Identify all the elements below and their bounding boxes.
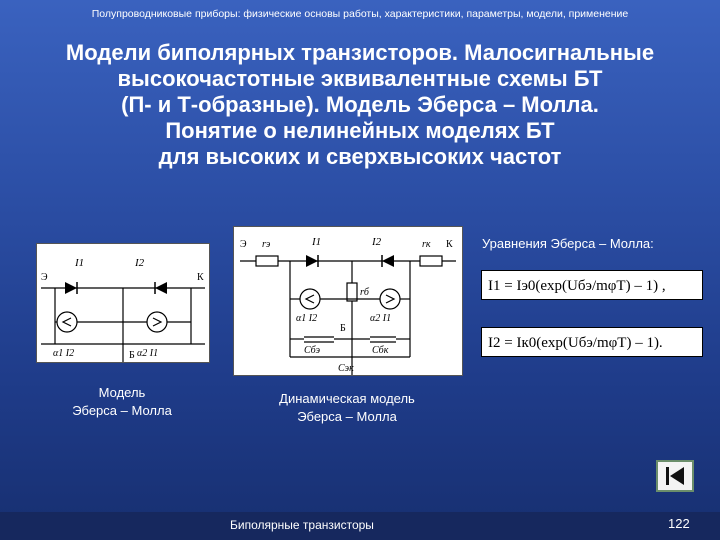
terminal-e-label: Э (41, 272, 48, 283)
dyn-terminal-k-label: К (446, 239, 453, 250)
ebers-moll-circuit (37, 244, 209, 362)
dyn-source-left-label: α1 I2 (296, 313, 318, 324)
r-b-label: rб (360, 287, 369, 298)
terminal-k-label: К (197, 272, 204, 283)
dyn-source-right-label: α2 I1 (370, 313, 392, 324)
slide-title (10, 40, 710, 170)
ebers-moll-caption (36, 384, 208, 420)
dynamic-model-caption (233, 390, 461, 426)
dynamic-model-diagram (233, 226, 463, 376)
source-right-label: α2 I1 (137, 348, 159, 359)
dyn-terminal-e-label: Э (240, 239, 247, 250)
source-left-label: α1 I2 (53, 348, 75, 359)
dyn-terminal-b-label: Б (340, 323, 346, 334)
ebers-moll-diagram (36, 243, 210, 363)
dynamic-model-caption-line-1: Динамическая модель (279, 391, 415, 406)
dyn-current-1-label: I1 (312, 236, 322, 248)
header-text: Полупроводниковые приборы: физические основы работы, характеристики, параметры, модели, применение (91, 8, 629, 20)
ebers-moll-caption-line-2: Эберса – Молла (72, 403, 172, 418)
page-number: 122 (668, 516, 690, 531)
terminal-b-label: Б (129, 350, 135, 361)
c-ek-label: Cэк (338, 363, 354, 374)
current-1-label: I1 (75, 257, 85, 269)
equation-1: I1 = Iэ0(exp(Uбэ/mφT) – 1) , (481, 270, 703, 300)
dyn-current-2-label: I2 (372, 236, 382, 248)
title-line-2: высокочастотные эквивалентные схемы БТ (117, 66, 603, 91)
equations-heading: Уравнения Эберса – Молла: (482, 236, 654, 251)
current-2-label: I2 (135, 257, 145, 269)
title-line-1: Модели биполярных транзисторов. Малосигнальные (65, 40, 655, 65)
equation-2: I2 = Iк0(exp(Uбэ/mφT) – 1). (481, 327, 703, 357)
nav-first-slide-button[interactable] (656, 460, 694, 492)
skip-to-start-icon (658, 462, 692, 490)
footer-title: Биполярные транзисторы (230, 518, 374, 532)
title-line-3: (П- и Т-образные). Модель Эберса – Молла. (121, 92, 599, 117)
title-line-4: Понятие о нелинейных моделях БТ (165, 118, 555, 143)
c-be-label: Cбэ (304, 345, 320, 356)
c-bk-label: Cбк (372, 345, 389, 356)
r-e-label: rэ (262, 239, 271, 250)
r-k-label: rк (422, 239, 431, 250)
ebers-moll-caption-line-1: Модель (98, 385, 146, 400)
title-line-5: для высоких и сверхвысоких частот (158, 144, 562, 169)
dynamic-model-caption-line-2: Эберса – Молла (297, 409, 397, 424)
dynamic-model-circuit (234, 227, 462, 375)
